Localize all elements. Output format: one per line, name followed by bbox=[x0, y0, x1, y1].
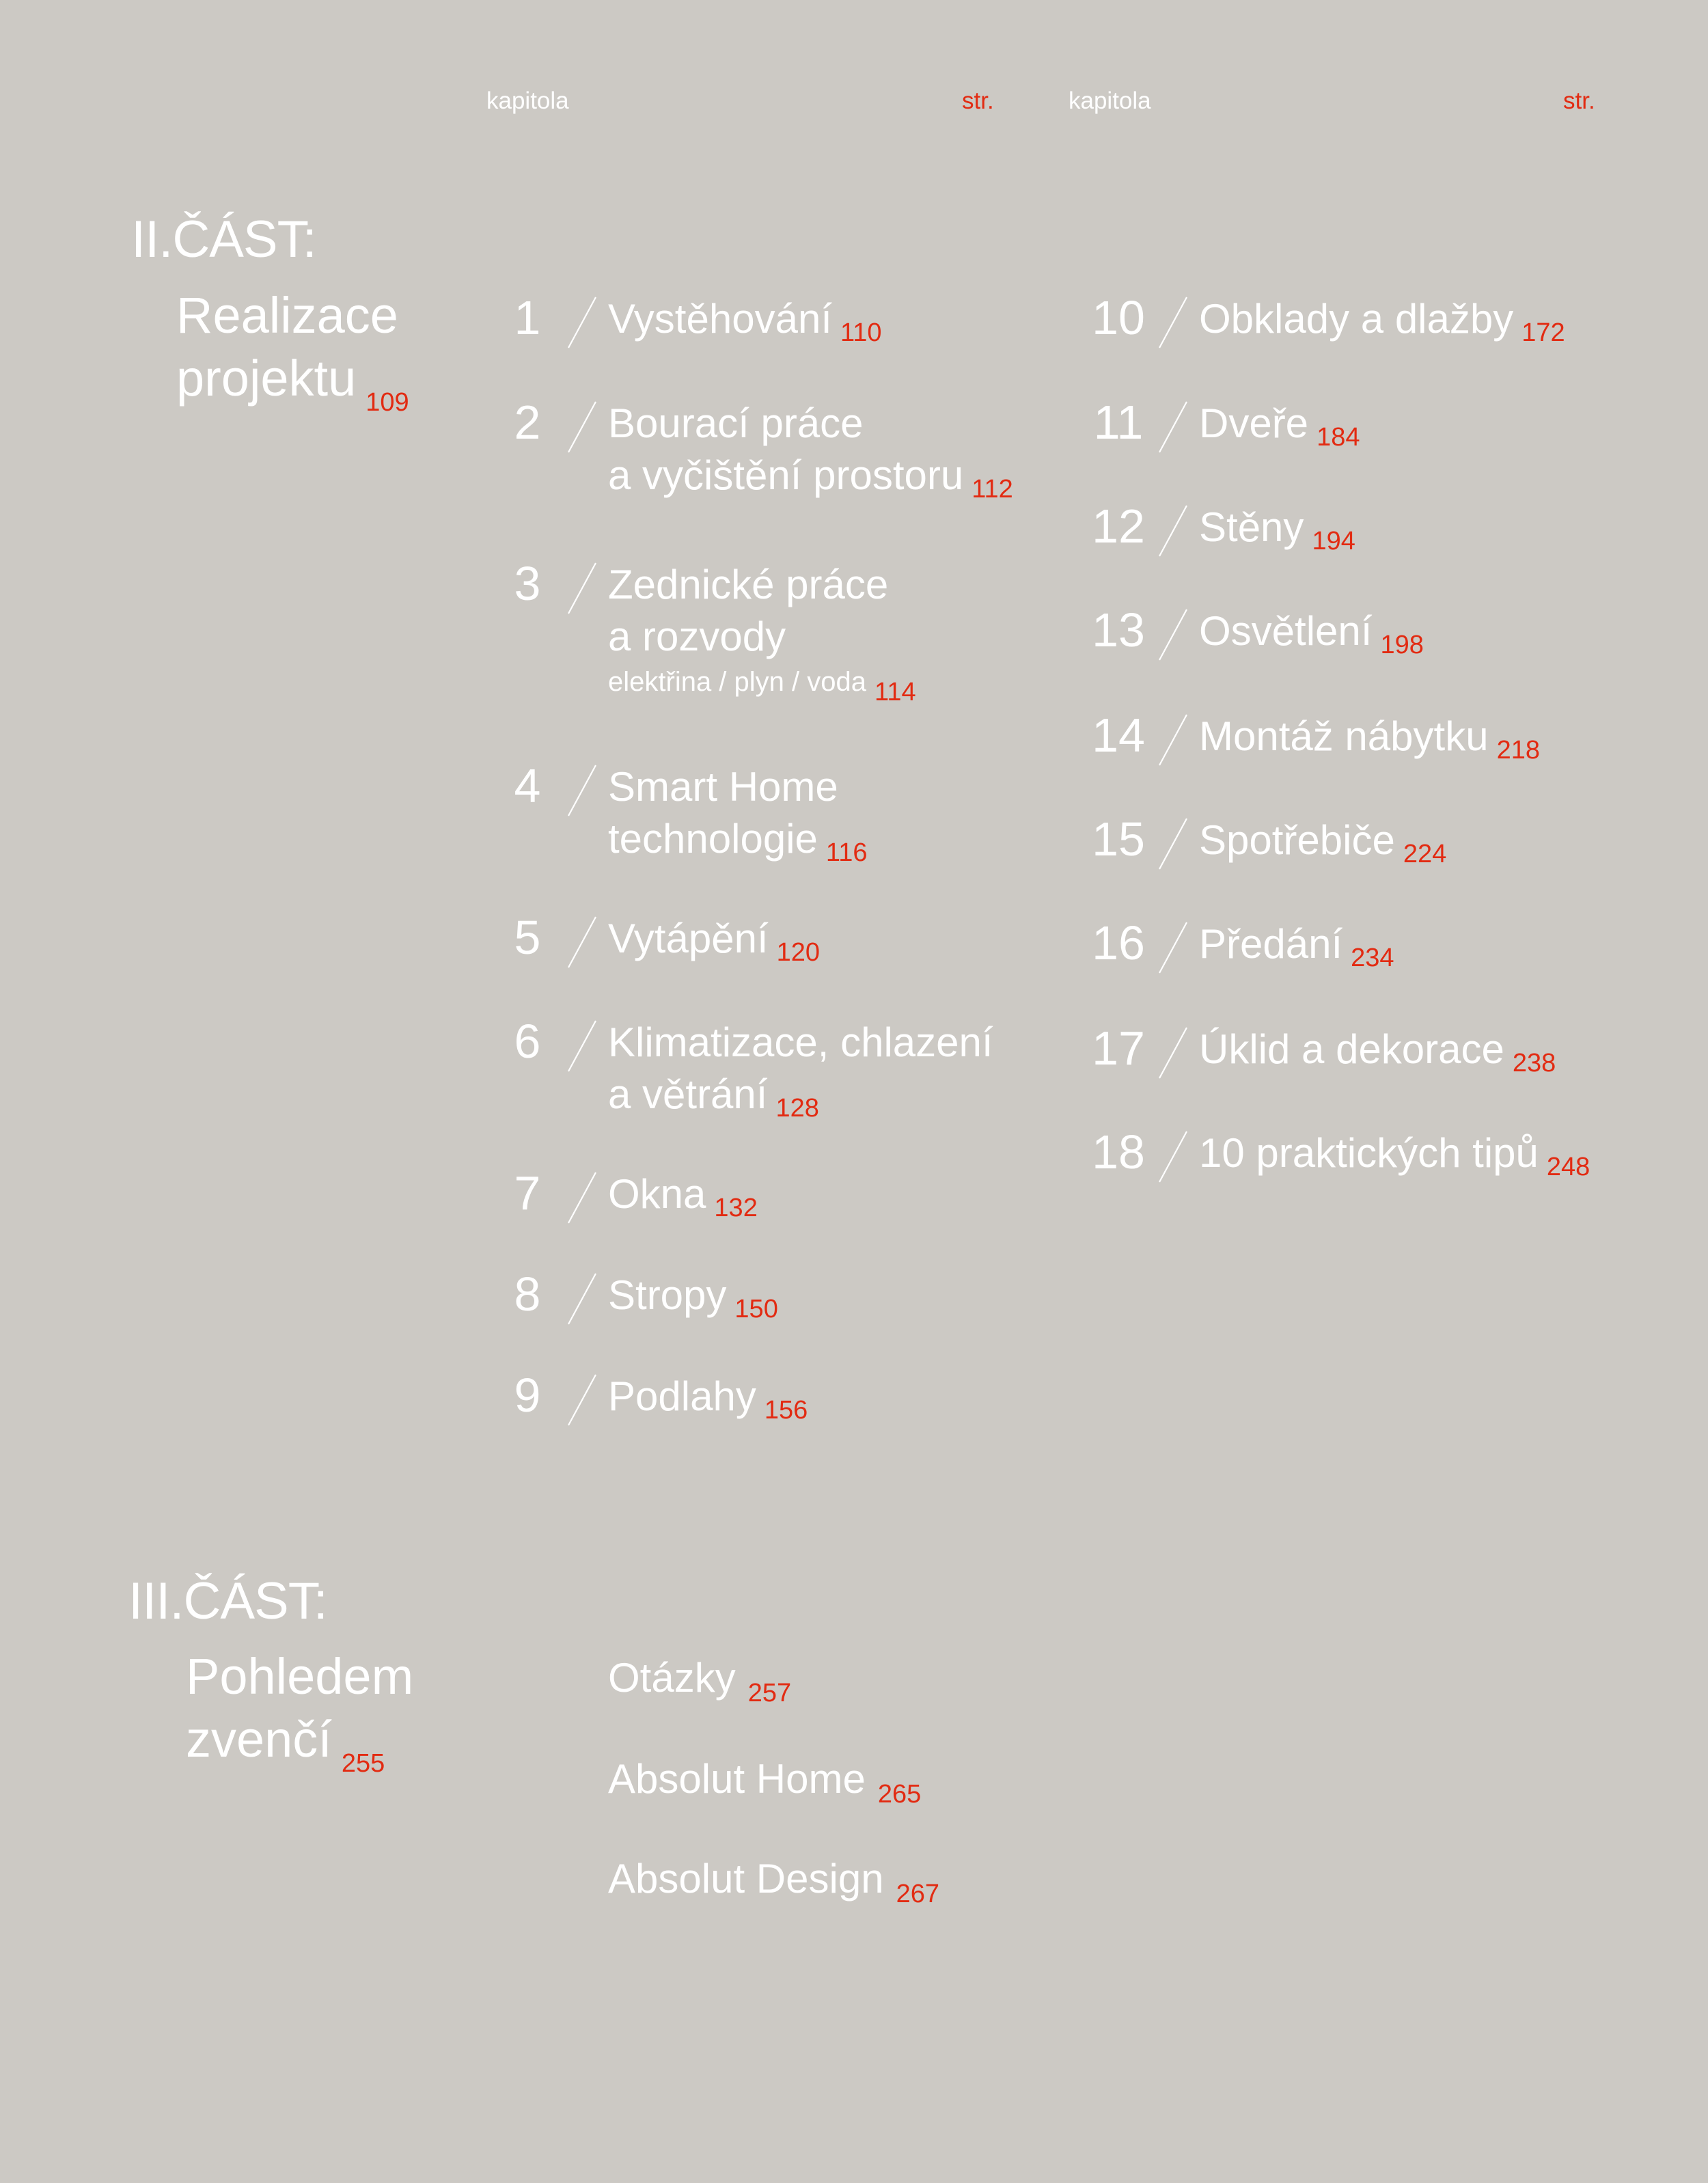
chapter-title bbox=[608, 293, 882, 359]
chapter-subtitle-text: elektřina / plyn / voda bbox=[608, 667, 866, 697]
slash-divider-icon bbox=[564, 1272, 600, 1327]
chapter-title-text: 10 praktických tipů bbox=[1199, 1130, 1539, 1176]
chapter-title bbox=[608, 1017, 993, 1134]
chapter-title-line bbox=[1199, 1024, 1556, 1089]
chapter-number: 3 bbox=[514, 557, 541, 610]
chapter-title-line bbox=[608, 913, 820, 978]
chapter-title-text: Vystěhování bbox=[608, 296, 832, 342]
chapter-title-line bbox=[608, 1371, 808, 1436]
chapter-title-line bbox=[608, 293, 882, 359]
part-page-number: 255 bbox=[341, 1749, 385, 1778]
chapter-title-text: a vyčištění prostoru bbox=[608, 452, 964, 498]
chapter-number: 18 bbox=[1092, 1125, 1145, 1179]
chapter-title-text: a rozvody bbox=[608, 614, 786, 659]
chapter-title bbox=[1199, 398, 1360, 463]
chapter-number: 11 bbox=[1093, 396, 1144, 449]
chapter-number: 14 bbox=[1092, 709, 1145, 762]
chapter-page-number: 112 bbox=[972, 475, 1013, 504]
slash-divider-icon bbox=[1155, 1130, 1191, 1185]
chapter-title bbox=[608, 1269, 778, 1335]
chapter-number: 16 bbox=[1092, 916, 1145, 970]
chapter-page-number: 234 bbox=[1351, 944, 1394, 972]
chapter-number: 7 bbox=[514, 1166, 541, 1220]
slash-divider-icon bbox=[1155, 504, 1191, 559]
chapter-page-number: 110 bbox=[840, 318, 882, 347]
slash-divider-icon bbox=[1155, 713, 1191, 768]
chapter-title-text: Osvětlení bbox=[1199, 608, 1373, 654]
chapter-title bbox=[608, 913, 820, 978]
chapter-number: 5 bbox=[514, 911, 541, 964]
chapter-title-line bbox=[608, 611, 888, 663]
chapter-title bbox=[1199, 711, 1540, 776]
chapter-page-number: 120 bbox=[776, 938, 821, 967]
slash-divider-icon bbox=[1155, 817, 1191, 872]
item-page-number: 265 bbox=[877, 1780, 922, 1809]
chapter-title-line bbox=[608, 1168, 758, 1234]
chapter-title bbox=[608, 398, 1013, 515]
chapter-number: 12 bbox=[1092, 499, 1145, 553]
chapter-title-line bbox=[608, 1269, 778, 1335]
chapter-title-line bbox=[1199, 502, 1355, 567]
item-title: Otázky bbox=[608, 1655, 736, 1701]
chapter-title-line bbox=[608, 1069, 993, 1134]
chapter-number: 17 bbox=[1092, 1021, 1145, 1075]
chapter-number: 4 bbox=[514, 759, 541, 812]
chapter-title bbox=[1199, 605, 1424, 671]
column-header-chapter: kapitola bbox=[486, 87, 569, 114]
chapter-page-number: 150 bbox=[734, 1295, 778, 1323]
slash-divider-icon bbox=[1155, 608, 1191, 663]
column-header-chapter: kapitola bbox=[1069, 87, 1151, 114]
chapter-title-line bbox=[1199, 293, 1565, 359]
chapter-title bbox=[608, 559, 888, 663]
chapter-title-line bbox=[1199, 1127, 1590, 1193]
chapter-title-line bbox=[608, 398, 1013, 450]
part-title bbox=[186, 1645, 413, 1780]
slash-divider-icon bbox=[1155, 921, 1191, 976]
chapter-number: 1 bbox=[514, 291, 541, 344]
chapter-subtitle bbox=[608, 668, 916, 705]
chapter-page-number: 114 bbox=[874, 678, 916, 706]
chapter-page-number: 198 bbox=[1380, 631, 1424, 659]
chapter-title-text: Stěny bbox=[1199, 504, 1304, 550]
chapter-number: 15 bbox=[1092, 812, 1145, 866]
chapter-title-line bbox=[1199, 918, 1394, 984]
chapter-title-line bbox=[608, 559, 888, 611]
chapter-number: 2 bbox=[514, 396, 541, 449]
chapter-number: 13 bbox=[1092, 603, 1145, 657]
item-title: Absolut Design bbox=[608, 1856, 884, 1901]
chapter-title bbox=[1199, 1127, 1590, 1193]
chapter-page-number: 184 bbox=[1317, 423, 1360, 452]
chapter-title-line bbox=[1199, 605, 1424, 671]
part-title-line: Realizace bbox=[176, 287, 398, 344]
chapter-title bbox=[1199, 502, 1355, 567]
chapter-title bbox=[1199, 814, 1446, 880]
chapter-title bbox=[1199, 1024, 1556, 1089]
chapter-page-number: 128 bbox=[775, 1094, 819, 1123]
slash-divider-icon bbox=[564, 296, 600, 351]
chapter-page-number: 172 bbox=[1521, 318, 1565, 347]
chapter-title-line bbox=[608, 1017, 993, 1069]
chapter-title-line bbox=[608, 450, 1013, 515]
column-header-page: str. bbox=[962, 87, 994, 114]
chapter-title-text: Okna bbox=[608, 1171, 706, 1217]
chapter-title-text: Montáž nábytku bbox=[1199, 713, 1489, 759]
chapter-title bbox=[608, 1371, 808, 1436]
slash-divider-icon bbox=[1155, 296, 1191, 351]
chapter-page-number: 194 bbox=[1312, 527, 1355, 555]
part-title-text: projektu bbox=[176, 350, 357, 407]
chapter-title-text: Zednické práce bbox=[608, 562, 889, 607]
slash-divider-icon bbox=[564, 1019, 600, 1074]
chapter-title-text: Dveře bbox=[1199, 400, 1309, 446]
slash-divider-icon bbox=[564, 764, 600, 819]
chapter-page-number: 132 bbox=[714, 1194, 758, 1222]
chapter-title-text: technologie bbox=[608, 816, 818, 862]
chapter-title-line bbox=[1199, 398, 1360, 463]
chapter-title-text: Spotřebiče bbox=[1199, 817, 1395, 863]
part-label: III.ČÁST: bbox=[128, 1572, 327, 1630]
item-page-number: 267 bbox=[896, 1880, 939, 1908]
chapter-number: 8 bbox=[514, 1267, 541, 1321]
chapter-page-number: 116 bbox=[825, 838, 868, 867]
slash-divider-icon bbox=[564, 1373, 600, 1428]
chapter-title-text: Smart Home bbox=[608, 764, 838, 810]
chapter-page-number: 238 bbox=[1512, 1049, 1556, 1077]
chapter-title-text: Klimatizace, chlazení bbox=[608, 1019, 993, 1065]
chapter-title-line bbox=[608, 761, 868, 813]
chapter-title bbox=[608, 1168, 758, 1234]
chapter-title-text: Bourací práce bbox=[608, 400, 864, 446]
chapter-title-line bbox=[1199, 711, 1540, 776]
chapter-title-line bbox=[1199, 814, 1446, 880]
chapter-title-text: Předání bbox=[1199, 921, 1343, 967]
slash-divider-icon bbox=[564, 400, 600, 455]
part-title-line bbox=[176, 347, 409, 419]
part-title-line: Pohledem bbox=[186, 1648, 414, 1705]
chapter-page-number: 218 bbox=[1496, 736, 1540, 765]
chapter-number: 10 bbox=[1092, 291, 1145, 344]
chapter-page-number: 224 bbox=[1403, 840, 1447, 868]
chapter-title-text: Podlahy bbox=[608, 1373, 756, 1419]
part-title-text: zvenčí bbox=[186, 1711, 332, 1768]
column-header-page: str. bbox=[1563, 87, 1595, 114]
chapter-number: 6 bbox=[514, 1015, 541, 1068]
part3-item bbox=[608, 1652, 791, 1719]
chapter-title-text: Vytápění bbox=[608, 916, 769, 961]
slash-divider-icon bbox=[564, 916, 600, 970]
slash-divider-icon bbox=[564, 562, 600, 616]
chapter-title-text: Stropy bbox=[608, 1272, 727, 1318]
slash-divider-icon bbox=[564, 1171, 600, 1226]
item-page-number: 257 bbox=[747, 1679, 792, 1707]
item-title: Absolut Home bbox=[608, 1756, 866, 1802]
part3-item bbox=[608, 1753, 921, 1820]
part-title bbox=[176, 284, 409, 419]
chapter-title bbox=[608, 761, 868, 879]
chapter-title-text: Obklady a dlažby bbox=[1199, 296, 1514, 342]
chapter-page-number: 156 bbox=[764, 1396, 808, 1425]
chapter-title-text: Úklid a dekorace bbox=[1199, 1026, 1504, 1072]
chapter-title-line bbox=[608, 813, 868, 879]
slash-divider-icon bbox=[1155, 400, 1191, 455]
part3-item bbox=[608, 1853, 939, 1920]
chapter-number: 9 bbox=[514, 1369, 541, 1422]
slash-divider-icon bbox=[1155, 1026, 1191, 1081]
part-label: II.ČÁST: bbox=[131, 210, 316, 269]
chapter-title-text: a větrání bbox=[608, 1071, 768, 1117]
part-title-line bbox=[186, 1708, 413, 1780]
chapter-page-number: 248 bbox=[1546, 1153, 1590, 1181]
part-page-number: 109 bbox=[366, 388, 409, 417]
chapter-title bbox=[1199, 293, 1565, 359]
chapter-title bbox=[1199, 918, 1394, 984]
